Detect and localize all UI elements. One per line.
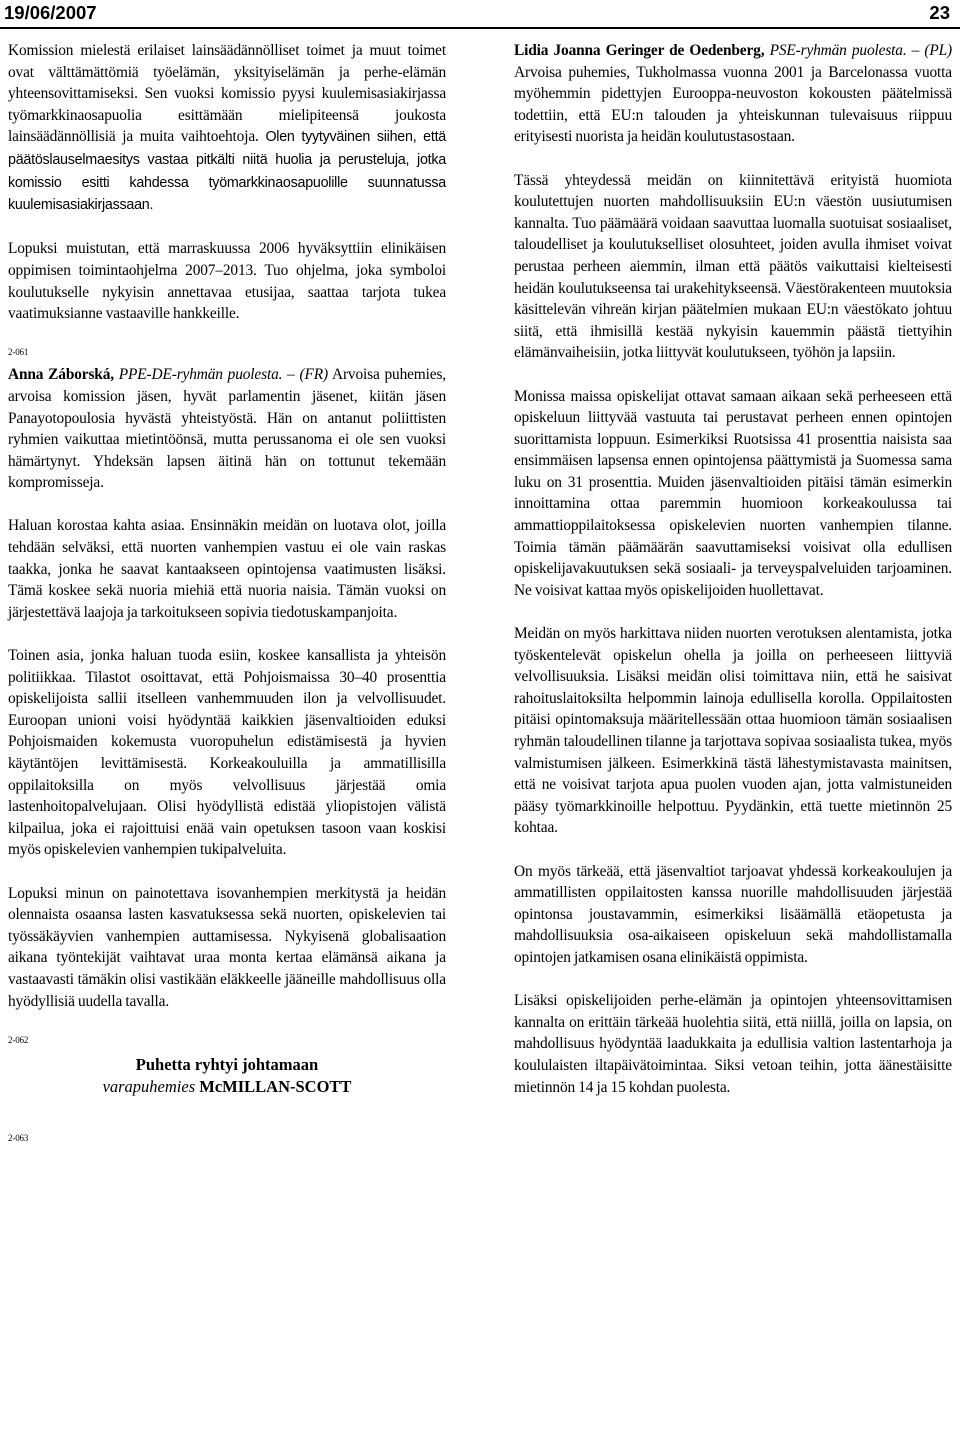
paragraph: On myös tärkeää, että jäsenvaltiot tarjoavat yhdessä korkeakoulujen ja ammatillisten oppilaitosten kanssa nuorille mahdollisuuden järjestää opintonsa joustavammin, esimerkiksi lisäämällä etäopetusta ja mahdollisuuksia osa-aikaiseen opiskeluun sekä mahdollistamalla opintojen jatkamisen osana elinikäistä oppimista. <box>514 862 952 966</box>
speech-number: 2-061 <box>8 347 29 358</box>
paragraph: Tässä yhteydessä meidän on kiinnitettävä erityistä huomiota koulutettujen nuorten mahdollisuuksiin EU:n väestön uusiutumisen kannalta. Tuo päämäärä voidaan saavuttaa luomalla suotuisat sosiaaliset, taloudelliset ja koulutukselliset olosuhteet, joiden avulla ihmiset voivat perustaa perheen aiemmin, ilman että päätös vaikuttaisi kielteisesti heidän koulutukseensa tai urakehitykseensä. Väestörakenteen muutoksia käsittelevän vihreän kirjan päätelmien mukaan EU:n väestökato johtuu siitä, että ihmisillä kestää nykyisin kauemmin päästä tiettyihin elämänvaiheisiin, jotka liittyvät koulutukseen, työhön ja lapsiin. <box>514 171 952 362</box>
speaker-name: Anna Záborská, <box>8 366 114 384</box>
speaker-line: Anna Záborská, PPE-DE-ryhmän puolesta. – (FR) Arvoisa puhemies, arvoisa komission jäsen, hyvät parlamentin jäsenet, kiitän jäsen Panayotopoulosia hyvästä yhteistyöstä. Hän on antanut poliittisten ryhmien vaikuttaa mietintöönsä, mutta perussanoma ei ole sen vuoksi hämärtynyt. Yhdeksän lapsen äitinä hän on tottunut tekemään kompromisseja. <box>8 366 446 492</box>
header-date: 19/06/2007 <box>4 2 97 23</box>
header-page-number: 23 <box>929 2 950 23</box>
speaker-party: PSE-ryhmän puolesta. – (PL) <box>769 42 953 59</box>
page-header <box>0 0 960 26</box>
speaker-party: PPE-DE-ryhmän puolesta. – (FR) <box>118 366 328 384</box>
paragraph: Meidän on myös harkittava niiden nuorten verotuksen alentamista, jotka työskentelevät opiskelun ohella ja joilla on perheeseen liittyviä velvollisuuksia. Lisäksi meidän olisi toimittava niin, että he saisivat rahoituslaitoksilta helpommin lainoja edullisella korolla. Oppilaitosten pitäisi opintomaksuja määritellessään ottaa huomioon tämän sosiaalisen ryhmän taloudellinen tilanne ja tarjottava sopivaa sosiaalista tukea, myös valmistumisen jälkeen. Esimerkkinä tästä lähestymistavasta mainitsen, että ne voisivat tarjota apua puolen vuoden ajan, jotta valmistuneiden pääsy työmarkkinoille helpottuu. Pyydänkin, että tuette mietinnön 25 kohtaa. <box>514 625 952 837</box>
speaker-line: Lidia Joanna Geringer de Oedenberg, PSE-ryhmän puolesta. – (PL) Arvoisa puhemies, Tukholmassa vuonna 2001 ja Barcelonassa vuotta myöhemmin pidettyjen Eurooppa-neuvoston kokousten päätelmissä todettiin, että EU:n talouden ja yhteiskunnan tulevaisuus riippuu erityisesti nuorista ja heidän koulutustasostaan. <box>514 42 953 146</box>
paragraph: Monissa maissa opiskelijat ottavat samaan aikaan sekä perheeseen että opiskeluun liittyvää vastuuta tai perustavat perheen ennen opintojen suorittamista loppuun. Esimerkiksi Ruotsissa 41 prosenttia naisista saa ensimmäisen lapsensa ennen opintojensa päättymistä ja Suomessa sama luku on 31 prosenttia. Muiden jäsenvaltioiden pitäisi tämän esimerkin innoittamina ottaa paremmin huomioon korkeakoulussa tai ammattioppilaitoksessa opiskelevien nuorten vanhempien tilanne. Toimia tämän päämäärän saavuttamiseksi voisivat olla edullisen opiskelijavakuutuksen sekä sosiaali- ja terveyspalveluiden tarjoaminen. Ne voisivat kattaa myös opiskelijoiden huollettavat. <box>514 387 952 599</box>
paragraph: Komission mielestä erilaiset lainsäädännölliset toimet ja muut toimet ovat välttämättömiä työelämän, yksityiselämän ja perhe-elämän yhteensovittamiseksi. Sen vuoksi komissio pyysi kuulemisasiakirjassa työmarkkinaosapuolia esittämään mielipiteensä joukosta lainsäädännöllisiä ja muita vaihtoehtoja. Olen tyytyväinen siihen, että päätöslauselmaesitys vastaa pitkälti niitä huolia ja perusteluja, jotka komissio esitti kahdessa työmarkkinaosapuolille suunnatussa kuulemisasiakirjassaan. <box>8 42 446 214</box>
chair-name: McMILLAN-SCOTT <box>199 1076 352 1096</box>
paragraph: Haluan korostaa kahta asiaa. Ensinnäkin meidän on luotava olot, joilla tehdään selväksi, että nuorten vanhempien vastuu ei ole vain raskas taakka, jonka he saavat kantaakseen opintojensa vaatimusten lisäksi. Tämä koskee sekä nuoria miehiä että nuoria naisia. Tämän vuoksi on järjestettävä laajoja ja tarkoitukseen sopivia tiedotuskampanjoita. <box>8 517 446 621</box>
chair-role: varapuhemies <box>102 1076 196 1096</box>
left-column <box>8 40 446 1144</box>
right-column <box>514 40 952 1098</box>
speech-number: 2-063 <box>8 1132 29 1143</box>
paragraph: Lopuksi muistutan, että marraskuussa 2006 hyväksyttiin elinikäisen oppimisen toimintaohjelma 2007–2013. Tuo ohjelma, joka symboloi koulutukselle nykyisin annettavaa etusijaa, saattaa tarjota tukea vaatimuksianne vastaaville hankkeille. <box>8 240 446 323</box>
paragraph: Lisäksi opiskelijoiden perhe-elämän ja opintojen yhteensovittamisen kannalta on erittäin tärkeää huolehtia siitä, että niillä, joilla on lapsia, on mahdollisuus hyödyntää laadukkaita ja edullisia valtion lastentarhoja ja koululaisten iltapäivätoimintaa. Siksi vetoan teihin, jotta äänestäisitte mietinnön 14 ja 15 kohdan puolesta. <box>514 992 952 1096</box>
speaker-name: Lidia Joanna Geringer de Oedenberg, <box>514 42 765 59</box>
paragraph: Lopuksi minun on painotettava isovanhempien merkitystä ja heidän olennaista osaansa lasten kasvatuksessa sekä nuorten, opiskelevien tai työssäkäyvien vanhempien auttamisessa. Nykyisenä globalisaation aikana työntekijät vaihtavat uraa monta kertaa elämänsä aikana ja vastaavasti tämäkin olisi vastikään eläkkeelle jääneille mahdollisuus olla hyödyllisiä uudella tavalla. <box>8 884 446 1010</box>
speech-number: 2-062 <box>8 1034 29 1045</box>
chair-title: Puhetta ryhtyi johtamaan <box>135 1054 319 1074</box>
header-rule <box>0 27 960 29</box>
chair-change <box>8 1054 446 1098</box>
paragraph: Toinen asia, jonka haluan tuoda esiin, koskee kansallista ja yhteisön politiikkaa. Tilastot osoittavat, että Pohjoismaissa 30–40 prosenttia opiskelijoista sallii itselleen vanhemmuuden ilon ja velvollisuudet. Euroopan unioni voisi hyödyntää kaikkien jäsenvaltioiden eduksi Pohjoismaiden kokemusta vuoropuhelun edistämisestä ja hyvien käytäntöjen levittämisestä. Korkeakouluilla ja ammatillisilla oppilaitoksilla on myös velvollisuus järjestää omia lastenhoitopalvelujaan. Olisi hyödyllistä edistää yliopistojen välistä kilpailua, joka ei rajoittuisi enää vain opetuksen tasoon vaan koskisi myös opiskelevien vanhempien tukipalveluita. <box>8 647 446 859</box>
